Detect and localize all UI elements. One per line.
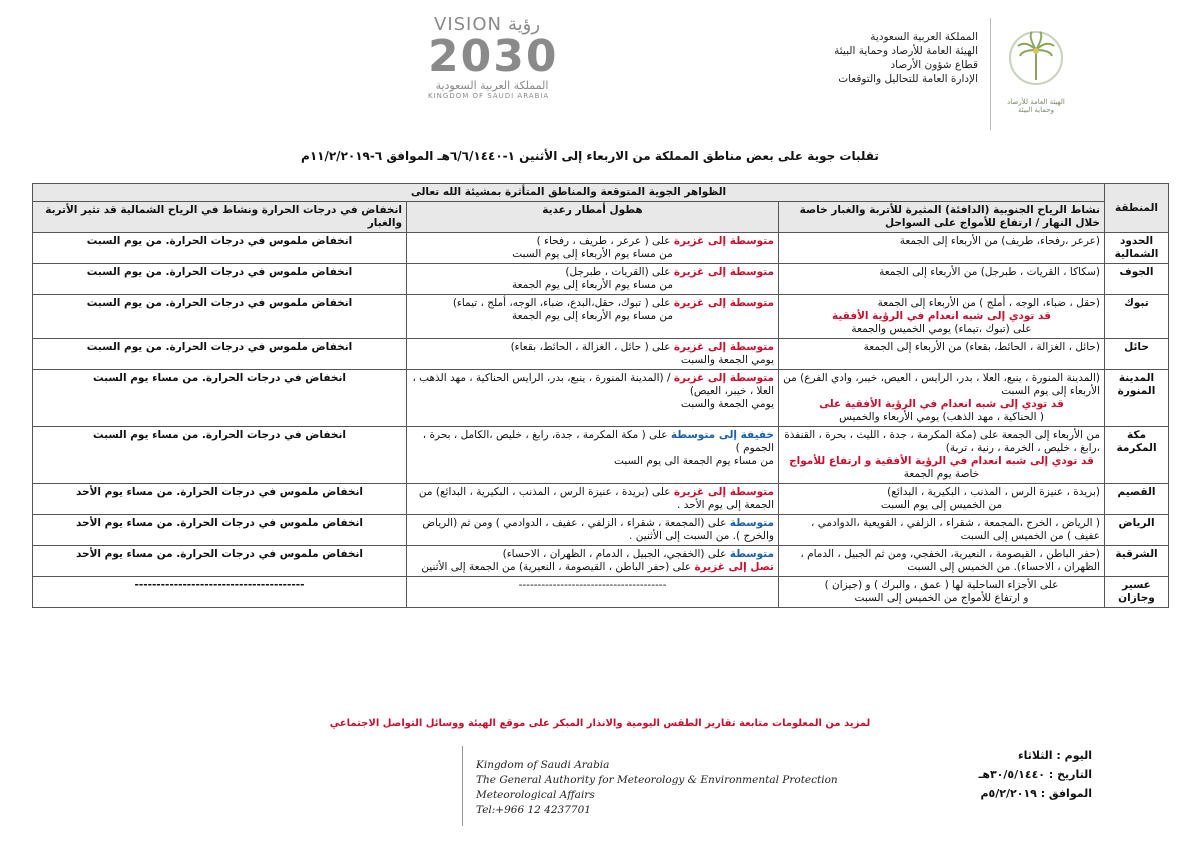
wind-text: خاصة يوم الجمعة [903, 468, 980, 480]
page-title: تقلبات جوية على بعض مناطق المملكة من الاربعاء إلى الأثنين ١-٦/٦/١٤٤٠هـ الموافق ٦-١١/٢/٢٠١٩م [301, 149, 879, 163]
vision-country-ar: المملكة العربية السعودية [435, 79, 549, 92]
table-subheader-row [33, 202, 1169, 233]
rain-cell [407, 427, 779, 484]
rain-text: على ( عرعر ، طريف ، رفحاء ) [536, 235, 671, 247]
rain-text: من مساء يوم الأربعاء إلى يوم السبت [512, 248, 673, 260]
wind-text: (حائل ، الغزالة ، الحائط، بقعاء) من الأربعاء إلى الجمعة [863, 341, 1100, 353]
rain-text: يومي الجمعة والسبت [680, 398, 774, 410]
wind-text: (عرعر ،رفحاء، طريف) من الأربعاء إلى الجمعة [899, 235, 1100, 247]
rain-level: متوسطة [729, 517, 774, 529]
wind-warning: قد تودي إلى شبه انعدام في الرؤية الأفقية و ارتفاع للأمواج [789, 455, 1094, 467]
temp-cell: انخفاض في درجات الحرارة. من مساء يوم السبت [33, 370, 407, 427]
rain-level: متوسطة إلى غزيرة [673, 486, 774, 498]
wind-cell [779, 295, 1105, 339]
temp-cell: انخفاض في درجات الحرارة. من مساء يوم السبت [33, 427, 407, 484]
region-cell: مكة المكرمة [1105, 427, 1169, 484]
vision-arabic-word: رؤية [508, 14, 541, 35]
rain-cell [407, 484, 779, 515]
vision-year: 2030 [428, 31, 559, 82]
temp-cell: انخفاض ملموس في درجات الحرارة. من يوم السبت [33, 295, 407, 339]
table-header-row [33, 184, 1169, 202]
agency-line: الإدارة العامة للتحاليل والتوقعات [838, 73, 978, 85]
wind-text: (حفر الباطن ، القيصومة ، النعيرية، الخفجي، ومن ثم الجبيل ، الدمام ، الظهران ، الاحساء). من الخميس إلى السبت [800, 548, 1100, 573]
table-row [33, 546, 1169, 577]
temp-cell: --------------------------------------- [33, 577, 407, 608]
region-cell: الحدود الشمالية [1105, 233, 1169, 264]
issue-date-hijri: التاريخ : ٣٠/٥/١٤٤٠هـ [978, 768, 1092, 781]
region-cell: الجوف [1105, 264, 1169, 295]
wind-cell [779, 339, 1105, 370]
agency-line: المملكة العربية السعودية [870, 31, 978, 43]
footnote: لمزيد من المعلومات متابعة تقارير الطقس اليومية والانذار المبكر على موقع الهيئة ووسائل التواصل الاجتماعي [329, 718, 871, 729]
wind-text: (بريدة ، عنيزة الرس ، المذنب ، البكيرية ، البدائع) [887, 486, 1100, 498]
issue-date-gregorian: الموافق : ٥/٢/٢٠١٩م [980, 787, 1092, 800]
rain-text: يومي الجمعة والسبت [680, 354, 774, 366]
vision-2030-logo [428, 14, 568, 109]
rain-text: من مساء يوم الأربعاء إلى يوم الجمعة [511, 279, 674, 291]
wind-cell [779, 233, 1105, 264]
rain-level: متوسطة [729, 548, 774, 560]
rain-level: متوسطة إلى غزيرة [673, 266, 774, 278]
wind-text: من الأربعاء إلى الجمعة على (مكة المكرمة ، جدة ، الليث ، بحرة ، القنفذة ،رابغ ، خليص ، الخرمة ، رنية ، تربة) [784, 429, 1100, 454]
wind-cell [779, 577, 1105, 608]
table-row [33, 339, 1169, 370]
wind-cell [779, 370, 1105, 427]
rain-text: على ( تبوك، حقل،البدع، ضباء، الوجه، أملج ، تيماء) [452, 297, 671, 309]
english-footer-line: Meteorological Affairs [476, 789, 595, 801]
table-row [33, 577, 1169, 608]
date-block [892, 746, 1092, 803]
wind-text: (سكاكا ، القريات ، طبرجل) من الأربعاء إلى الجمعة [879, 266, 1100, 278]
rain-cell [407, 577, 779, 608]
region-cell: القصيم [1105, 484, 1169, 515]
rain-text: على (المجمعة ، شقراء ، الزلفي ، عفيف ، الدوادمي ) ومن ثم (الرياض والخرج ). من السبت إلى الأثنين . [422, 517, 774, 542]
issue-day: اليوم : الثلاثاء [1017, 749, 1092, 762]
palm-logo-icon [1008, 22, 1064, 96]
rain-text: / (المدينة المنورة ، ينبع، بدر، الرايس الحناكية ، مهد الذهب ، العلا ، خيبر، العيص) [412, 372, 774, 397]
table-row [33, 264, 1169, 295]
rain-text: على (حفر الباطن ، القيصومة ، النعيرية) من الجمعة إلى الأثنين [421, 561, 692, 573]
temp-cell: انخفاض ملموس في درجات الحرارة. من يوم السبت [33, 339, 407, 370]
rain-level: متوسطة إلى غزيرة [673, 372, 774, 384]
rain-column-header: هطول أمطار رعدية [407, 202, 779, 233]
wind-cell [779, 515, 1105, 546]
region-cell: الرياض [1105, 515, 1169, 546]
wind-text: و ارتفاع للأمواج من الخميس إلى السبت [854, 592, 1029, 604]
rain-text: على ( مكة المكرمة ، جدة، رابغ ، خليص ،الكامل ، بحرة ، الجموم ) [422, 429, 774, 454]
rain-cell [407, 295, 779, 339]
forecast-table [32, 183, 1169, 608]
rain-cell [407, 546, 779, 577]
table-row [33, 515, 1169, 546]
wind-text: على (تبوك ،تيماء) يومي الخميس والجمعة [851, 323, 1032, 335]
rain-text: من مساء يوم الأربعاء إلى يوم الجمعة [511, 310, 674, 322]
wind-text: ( الرياض ، الخرج ،المجمعة ، شقراء ، الزلفي ، القويعية ،الدوادمي ، عفيف ) من الخميس إلى السبت [810, 517, 1100, 542]
rain-level: متوسطة إلى غزيرة [673, 341, 774, 353]
wind-cell [779, 546, 1105, 577]
table-row [33, 370, 1169, 427]
rain-cell [407, 515, 779, 546]
rain-text: على (الخفجي، الجبيل ، الدمام ، الظهران ، الاحساء) [502, 548, 727, 560]
temp-cell: انخفاض ملموس في درجات الحرارة. من يوم السبت [33, 264, 407, 295]
table-row [33, 484, 1169, 515]
region-cell: الشرقية [1105, 546, 1169, 577]
table-row [33, 427, 1169, 484]
logo-caption: الهيئة العامة للأرصاد وحماية البيئة [1007, 98, 1065, 114]
region-cell: حائل [1105, 339, 1169, 370]
rain-cell [407, 264, 779, 295]
rain-cell [407, 370, 779, 427]
vision-country-en: KINGDOM OF SAUDI ARABIA [428, 92, 550, 100]
wind-text: على الأجزاء الساحلية لها ( عمق ، والبرك ) و (جيزان ) [824, 579, 1059, 591]
wind-text: (حقل ، ضباء، الوجه ، أملج ) من الأربعاء إلى الجمعة [877, 297, 1100, 309]
english-footer-line: Kingdom of Saudi Arabia [476, 759, 610, 771]
group-header: الظواهر الجوية المتوقعة والمناطق المتأثرة بمشيئة الله تعالى [33, 184, 1105, 202]
rain-level: متوسطة إلى غزيرة [673, 297, 774, 309]
agency-line: قطاع شؤون الأرصاد [890, 59, 978, 71]
table-row [33, 233, 1169, 264]
wind-text: (المدينة المنورة ، ينبع، العلا ، بدر، الرايس ، العيص، خيبر، وادي الفرع) من الأربعاء إلى يوم السبت [783, 372, 1100, 397]
rain-text: على (بريدة ، عنيزة الرس ، المذنب ، البكيرية ، البدائع) من الجمعة إلى يوم الأحد . [418, 486, 774, 511]
rain-level: خفيفة إلى متوسطة [670, 429, 774, 441]
wind-cell [779, 484, 1105, 515]
temp-cell: انخفاض ملموس في درجات الحرارة. من مساء يوم الأحد [33, 546, 407, 577]
english-footer-line: The General Authority for Meteorology & Environmental Protection [476, 774, 838, 786]
region-column-header: المنطقة [1105, 184, 1169, 233]
footer-divider [462, 746, 463, 826]
authority-logo [1000, 22, 1072, 122]
rain-cell [407, 339, 779, 370]
region-cell: المدينة المنورة [1105, 370, 1169, 427]
region-cell: عسير وجازان [1105, 577, 1169, 608]
temp-cell: انخفاض ملموس في درجات الحرارة. من مساء يوم الأحد [33, 484, 407, 515]
temp-cell: انخفاض ملموس في درجات الحرارة. من مساء يوم الأحد [33, 515, 407, 546]
rain-level: متوسطة إلى غزيرة [673, 235, 774, 247]
temp-column-header: انخفاض في درجات الحرارة ونشاط في الرياح الشمالية قد تثير الأتربة والغبار [33, 202, 407, 233]
document-header [0, 0, 1200, 145]
rain-text: على (القريات ، طبرجل) [565, 266, 671, 278]
agency-name-block [768, 30, 978, 86]
rain-text: --------------------------------------- [518, 579, 667, 591]
region-cell: تبوك [1105, 295, 1169, 339]
english-footer-line: Tel:+966 12 4237701 [476, 804, 591, 816]
vision-word: VISION [434, 14, 502, 35]
wind-warning: قد تودي إلى شبه انعدام في الرؤية الأفقية على [819, 398, 1064, 410]
wind-warning: قد تودي إلى شبه انعدام في الرؤية الأفقية [832, 310, 1051, 322]
wind-cell [779, 427, 1105, 484]
agency-line: الهيئة العامة للأرصاد وحماية البيئة [834, 45, 978, 57]
wind-text: من الخميس إلى يوم السبت [880, 499, 1003, 511]
english-footer [476, 758, 876, 818]
temp-cell: انخفاض ملموس في درجات الحرارة. من يوم السبت [33, 233, 407, 264]
rain-text: على ( حائل ، الغزالة ، الحائط، بقعاء) [510, 341, 671, 353]
rain-level: تصل إلى غزيرة [694, 561, 774, 573]
table-row [33, 295, 1169, 339]
wind-text: ( الحناكية ، مهد الذهب) يومي الأربعاء والخميس [839, 411, 1044, 423]
rain-cell [407, 233, 779, 264]
wind-column-header: نشاط الرياح الجنوبية (الدافئة) المثيرة للأتربة والغبار خاصة خلال النهار / ارتفاع للأمواج على السواحل [779, 202, 1105, 233]
rain-text: من مساء يوم الجمعة الى يوم السبت [614, 455, 774, 467]
header-divider [990, 18, 991, 130]
wind-cell [779, 264, 1105, 295]
